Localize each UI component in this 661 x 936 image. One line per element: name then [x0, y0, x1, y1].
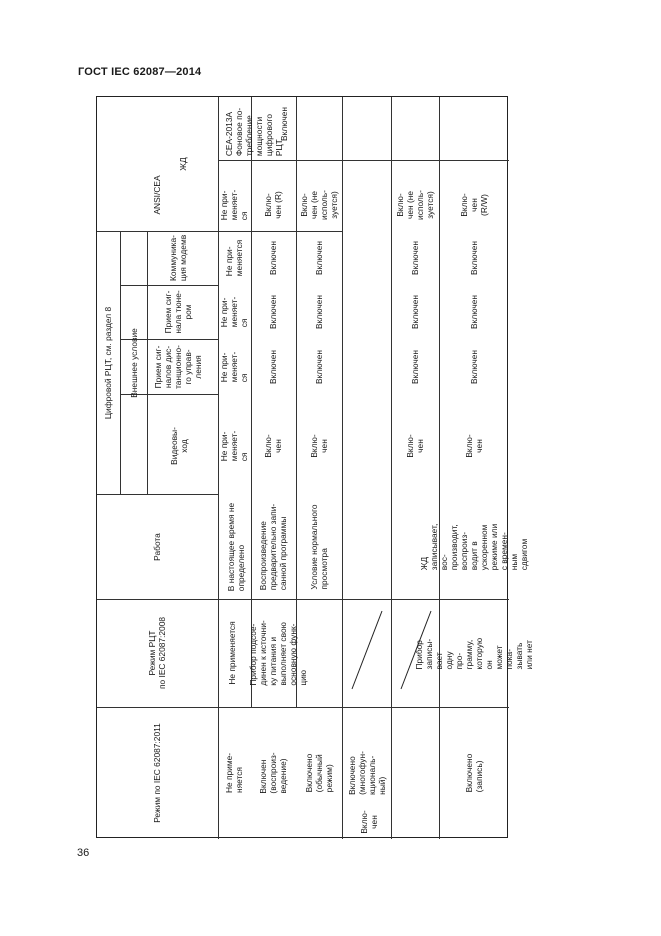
r3-video-in: Вклю- чен: [309, 434, 329, 458]
r2-mode-2011: Включен (воспроиз- ведение): [258, 752, 288, 794]
r1-video-in: Не при- меняет- ся: [219, 430, 249, 462]
r1-timer: Не при- меняет- ся: [219, 296, 249, 328]
divider: [97, 494, 218, 495]
page-number: 36: [77, 847, 90, 859]
ansi-status: Включен: [279, 107, 289, 141]
r4-hdd: Вклю- чен (не исполь- зуется): [395, 190, 435, 220]
divider: [439, 97, 440, 839]
r2-remote: Включен: [268, 350, 278, 384]
r5-video-in: Вклю- чен: [464, 434, 484, 458]
header-digital: Цифровой РЦТ, см. раздел 8: [103, 306, 113, 420]
r3-timer: Включен: [314, 295, 324, 329]
r5-modem: Включен: [469, 241, 479, 275]
divider: [296, 97, 297, 707]
r2-operation: Воспроизведение предварительно запи- санной программы: [258, 503, 288, 591]
divider: [97, 231, 342, 232]
r2-mode-2008: Прибор подсое- динен к источни- ку питания и выполняет свою основную функ- цию: [248, 620, 308, 686]
r3-operation: Условие нормального просмотра: [309, 504, 329, 590]
r4-timer: Включен: [410, 295, 420, 329]
divider: [218, 160, 509, 161]
r2-modem: Включен: [268, 241, 278, 275]
divider: [342, 97, 343, 839]
r1-mode-2008: Не применяется: [227, 621, 237, 685]
r2-video-in: Вклю- чен: [263, 434, 283, 458]
header-video-in: Видеовы- ход: [169, 427, 189, 465]
r3-remote: Включен: [314, 350, 324, 384]
header-ansi: ANSI/CEA: [152, 175, 162, 215]
r4-video-in: Вклю- чен: [405, 434, 425, 458]
r3-modem: Включен: [314, 241, 324, 275]
r1-ansi: CEA-2013A Фоновое по- требление мощности цифрового РЦТ: [224, 107, 284, 157]
r5-mode-2008: Прибор записы- вает одну про- грамму, которую он может пока- зывать или нет: [414, 637, 534, 670]
divider: [97, 599, 509, 600]
group-label-on: Вклю- чен: [359, 810, 379, 834]
r5-remote: Включен: [469, 350, 479, 384]
rotated-table: [96, 96, 534, 838]
document-header: ГОСТ IEC 62087—2014: [78, 66, 202, 78]
r2-timer: Включен: [268, 295, 278, 329]
header-remote: Прием сиг- налов дис- танционно- го управ- ления: [153, 345, 203, 389]
header-external: Внешнее условие: [129, 328, 139, 398]
header-hdd: ЖД: [178, 157, 188, 171]
r1-hdd: Не при- меняет- ся: [219, 189, 249, 221]
header-mode-2011: Режим по IEC 62087:2011: [152, 723, 162, 823]
divider: [120, 231, 121, 494]
r1-remote: Не при- меняет- ся: [219, 351, 249, 383]
divider: [251, 97, 252, 707]
r2-hdd: Вклю- чен (R): [263, 191, 283, 219]
header-timer: Прием сиг- нала тюне- ром: [163, 290, 193, 334]
r4-remote: Включен: [410, 350, 420, 384]
r3-mode-2011: Включено (обычный режим): [304, 753, 334, 793]
r5-hdd: Вклю- чен (R/W): [459, 193, 489, 217]
r1-mode-2011: Не приме- няется: [224, 752, 244, 794]
divider: [120, 285, 218, 286]
r4-mode-2011: Включено (многофун- кциональ- ный): [347, 751, 387, 795]
r5-timer: Включен: [469, 295, 479, 329]
r3-mode-2008-na: [342, 599, 391, 707]
header-modem: Коммуника- ция модемв: [168, 234, 188, 282]
r1-modem: Не при- меняется: [224, 239, 244, 277]
r1-operation: В настоящее время не определено: [226, 502, 246, 592]
r5-mode-2011: Включено (запись): [464, 753, 484, 793]
divider: [391, 97, 392, 839]
divider: [97, 707, 509, 708]
r4-modem: Включен: [410, 241, 420, 275]
divider: [147, 231, 148, 494]
r3-hdd: Вклю- чен (не исполь- зуется): [299, 190, 339, 220]
header-operation: Работа: [152, 533, 162, 561]
header-mode-2008: Режим РЦТ по IEC 62087:2008: [147, 616, 167, 690]
r5-operation: ЖД записывает, вос- производит, воспроиз- водит в ускоренном режиме или с времен- ным сдвигом: [419, 523, 529, 571]
